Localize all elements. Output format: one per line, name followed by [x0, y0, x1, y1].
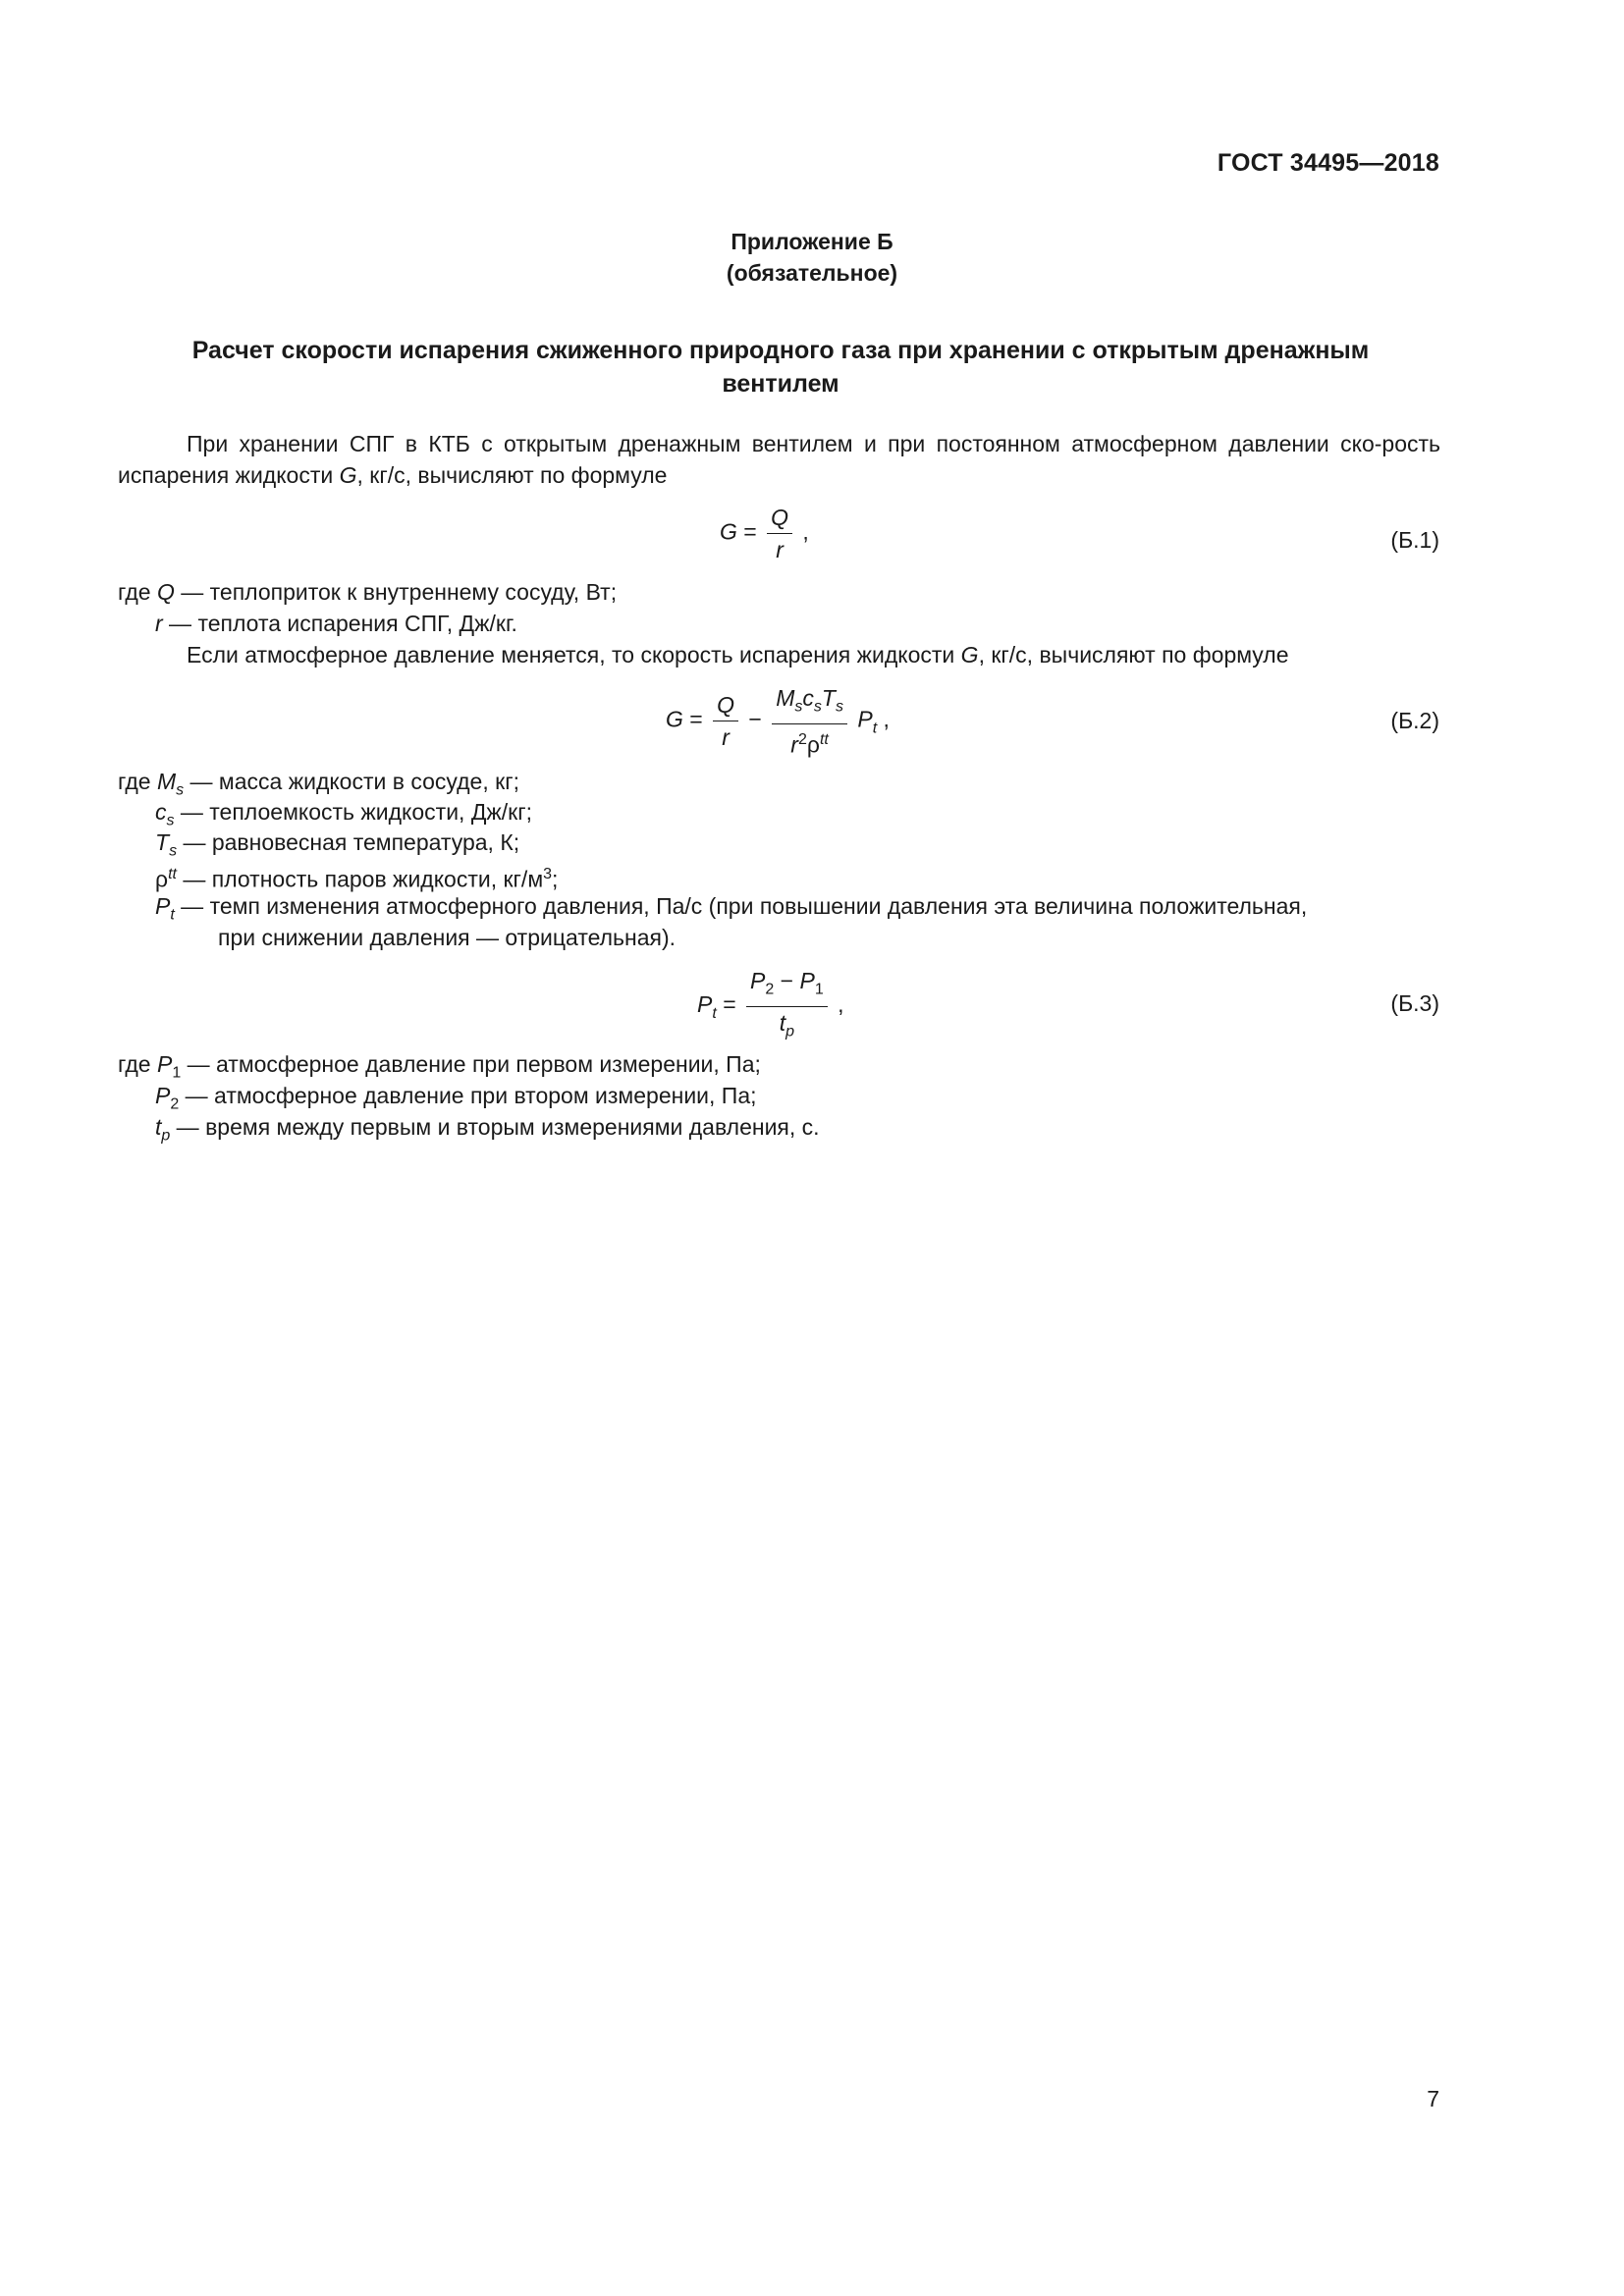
- intro-paragraph: При хранении СПГ в КТБ с открытым дренажным вентилем и при постоянном атмосферном давлении ско-рость испарения жидкости G, кг/с, вычисляют по формуле: [118, 431, 1440, 488]
- formula-b1-fraction: $\frac{Q}{r}$: [767, 504, 792, 563]
- formula-b2-fraction-1: $\frac{Q}{r}$: [713, 691, 738, 751]
- formula-b3-fraction: $\frac{P_2 - P_1}{t_p}$: [746, 967, 828, 1045]
- mid-paragraph: Если атмосферное давление меняется, то скорость испарения жидкости G, кг/с, вычисляют по формуле: [187, 642, 1289, 667]
- formula-b2-number: (Б.2): [1390, 708, 1439, 733]
- formula-b3: $P_t$ = $\frac{P_2 - P_1}{t_p}$ ,: [697, 967, 844, 1045]
- formula-b3-number: (Б.3): [1390, 990, 1439, 1016]
- formula-b2: G = $\frac{Q}{r}$ − $\frac{M_sc_sT_s}{r^2\rho^{tt}}$ $P_t$ ,: [666, 685, 890, 758]
- where3-p2: $P_2$ — атмосферное давление при втором измерении, Па;: [155, 1083, 757, 1113]
- page-number: 7: [1427, 2086, 1439, 2111]
- where2-pt-cont: при снижении давления — отрицательная).: [218, 925, 677, 950]
- formula-b1: G = $\frac{Q}{r}$ ,: [720, 505, 809, 562]
- formula-b2-fraction-2: $\frac{M_sc_sT_s}{r^2\rho^{tt}}$: [772, 684, 847, 758]
- section-title: [98, 334, 1463, 400]
- where2-pt: $P_t$ — темп изменения атмосферного давления, Па/с (при повышении давления эта величина положительная,: [155, 893, 1308, 924]
- appendix-heading: [0, 226, 1624, 289]
- standard-number: ГОСТ 34495—2018: [1217, 149, 1439, 177]
- where2-ms: где $M_s$ — масса жидкости в сосуде, кг;: [118, 769, 519, 799]
- appendix-status: (обязательное): [726, 260, 898, 286]
- where2-ts: $T_s$ — равновесная температура, К;: [155, 829, 520, 860]
- where1-r: r — теплота испарения СПГ, Дж/кг.: [155, 611, 517, 636]
- formula-b1-number: (Б.1): [1390, 527, 1439, 553]
- appendix-label: Приложение Б: [731, 229, 893, 254]
- where3-tp: $t_p$ — время между первым и вторым измерениями давления, с.: [155, 1114, 820, 1145]
- where1-q: где Q — теплоприток к внутреннему сосуду, Вт;: [118, 579, 618, 605]
- where3-p1: где $P_1$ — атмосферное давление при первом измерении, Па;: [118, 1051, 761, 1082]
- section-title-line-2: вентилем: [722, 370, 839, 398]
- where2-rho: $\rho^{tt}$ — плотность паров жидкости, $кг/м^3$;: [155, 866, 559, 892]
- where2-cs: $c_s$ — теплоемкость жидкости, Дж/кг;: [155, 799, 533, 829]
- section-title-line-1: Расчет скорости испарения сжиженного природного газа при хранении с открытым дренажным: [191, 337, 1370, 364]
